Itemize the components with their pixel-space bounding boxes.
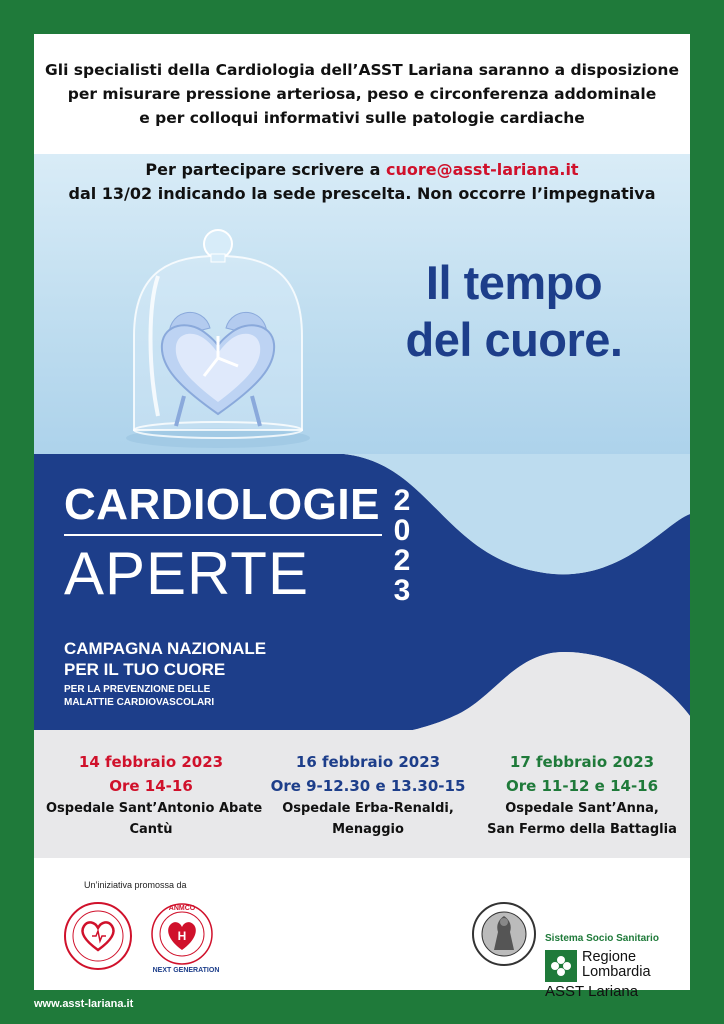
event-date: 14 febbraio 2023 [78,753,224,771]
event-hours: Ore 11-12 e 14-16 [505,777,659,795]
next-generation-label: NEXT GENERATION [152,967,220,974]
svg-text:H: H [177,929,187,943]
event-place: Ospedale Sant’Anna, [505,801,659,816]
event-dates [34,730,690,858]
intro-line: Gli specialisti della Cardiologia dell’ASST Lariana saranno a disposizione [45,61,679,79]
event-date: 16 febbraio 2023 [295,753,441,771]
event-place: Ospedale Sant’Antonio Abate [46,801,263,816]
prevention-line-2: MALATTIE CARDIOVASCOLARI [64,697,215,708]
year-vertical [390,486,414,606]
website-link[interactable]: www.asst-lariana.it [34,998,134,1010]
event-place: San Fermo della Battaglia [487,822,677,837]
email-link[interactable]: cuore@asst-lariana.it [385,160,579,179]
anmco-label: ANMCO [168,905,196,912]
brand-block [64,480,444,606]
year-digit: 3 [393,574,411,607]
intro-line: e per colloqui informativi sulle patologie cardiache [139,109,585,127]
brand-title: CARDIOLOGIE [64,480,380,529]
brand-divider [64,534,382,536]
campaign-text [64,638,266,709]
event-hours: Ore 9-12.30 e 13.30-15 [270,777,466,795]
regione-lombardia-icon [545,950,577,982]
event-hours: Ore 14-16 [109,777,193,795]
regione-line-2: Lombardia [582,964,651,980]
event-menaggio [258,750,478,840]
anmco-logo [146,900,218,974]
headline-line-1: Il tempo [425,256,603,309]
registration-prefix: Per partecipare scrivere a [145,160,386,179]
event-cantu [46,750,263,840]
intro-text [34,34,690,154]
intro-line: per misurare pressione arteriosa, peso e circonferenza addominale [67,85,657,103]
campaign-line-2: PER IL TUO CUORE [64,660,226,679]
event-place: Ospedale Erba-Renaldi, [282,801,454,816]
headline [364,254,664,368]
prevention-line-1: PER LA PREVENZIONE DELLE [64,684,211,695]
event-place: Menaggio [332,822,404,837]
regione-line-1: Regione [582,949,637,965]
registration-line-1 [34,158,690,182]
year-digit: 2 [393,484,411,517]
headline-line-2: del cuore. [405,313,623,366]
event-san-fermo [482,750,682,840]
heart-care-foundation-logo [62,900,134,972]
ospitale-maggiore-seal [472,902,536,966]
campaign-line-1: CAMPAGNA NAZIONALE [64,639,267,658]
year-digit: 0 [393,514,411,547]
event-place: Cantù [129,822,173,837]
asst-lariana-label: ASST Lariana [545,983,639,1000]
footer [34,858,690,1000]
bell-jar-clock-illustration [118,216,318,456]
registration-line-2: dal 13/02 indicando la sede prescelta. Non occorre l’impegnativa [68,184,656,203]
registration-info [34,158,690,206]
year-digit: 2 [393,544,411,577]
poster [34,34,690,1000]
event-date: 17 febbraio 2023 [509,753,655,771]
sistema-socio-sanitario-label: Sistema Socio Sanitario [545,933,659,944]
hero-section [34,154,690,484]
promoted-by-label: Un’iniziativa promossa da [84,880,187,890]
regione-lombardia-label [582,950,651,980]
brand-subtitle: APERTE [64,540,309,607]
